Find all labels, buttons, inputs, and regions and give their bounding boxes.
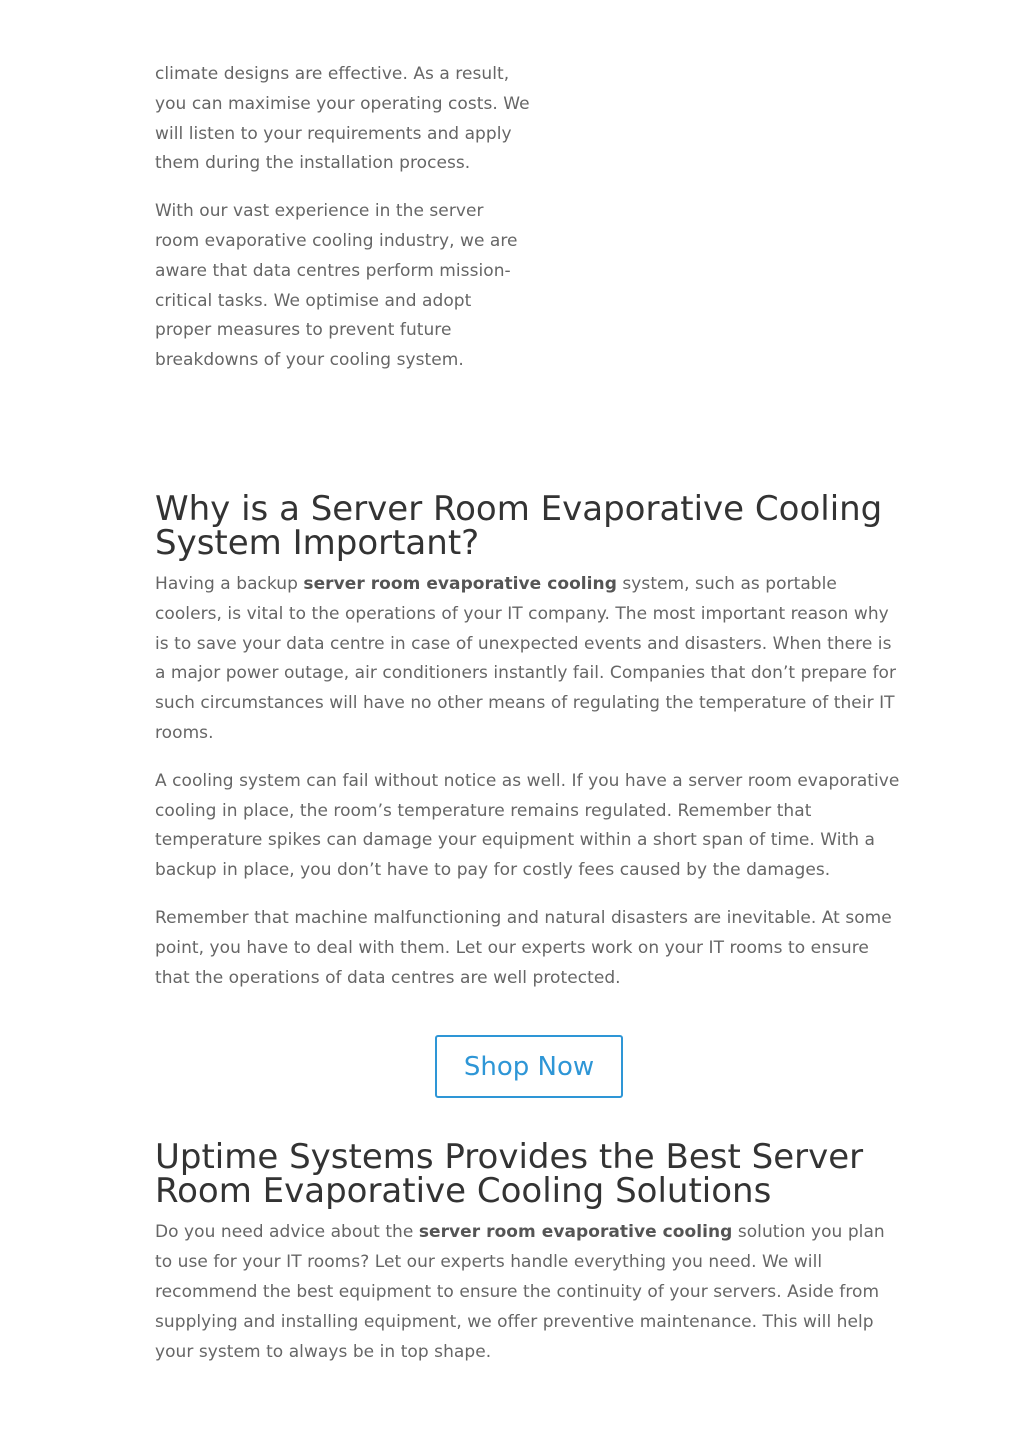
text-run: Do you need advice about the xyxy=(155,1222,419,1243)
intro-paragraph-2: With our vast experience in the server room evaporative cooling industry, we are aware that data centres perform mission-critical tasks. We optimise and adopt proper measures to prevent future breakdowns of your cooling system. xyxy=(155,201,518,371)
main-content xyxy=(155,489,900,1385)
emphasis-keyword: server room evaporative cooling xyxy=(303,574,617,594)
why-important-paragraph-2: A cooling system can fail without notice as well. If you have a server room evaporative cooling in place, the room’s temperature remains regulated. Remember that temperature spikes can damage your equipment within a short span of time. With a backup in place, you don’t have to pay for costly fees caused by the damages. xyxy=(155,770,900,881)
intro-paragraph-1: climate designs are effective. As a result, you can maximise your operating costs. We will listen to your requirements and apply them during the installation process. xyxy=(155,64,530,174)
text-run: solution you plan to use for your IT rooms? Let our experts handle everything you need. We will recommend the best equipment to ensure the continuity of your servers. Aside from supplying and installing equipment, we offer preventive maintenance. This will help your system to always be in top shape. xyxy=(155,1222,885,1362)
why-important-heading: Why is a Server Room Evaporative Cooling System Important? xyxy=(155,489,883,563)
text-run: Having a backup xyxy=(155,574,304,594)
text-run: system, such as portable coolers, is vital to the operations of your IT company. The most important reason why is to save your data centre in case of unexpected events and disasters. When there is a major power outage, air conditioners instantly fail. Companies that don’t prepare for such circumstances will have no other means of regulating the temperature of their IT rooms. xyxy=(155,574,897,743)
best-solutions-section xyxy=(155,1137,900,1367)
why-important-paragraph-1 xyxy=(155,570,900,749)
intro-column xyxy=(155,60,530,394)
shop-now-button[interactable]: Shop Now xyxy=(435,1035,623,1098)
why-important-section xyxy=(155,489,900,1098)
why-important-paragraph-3: Remember that machine malfunctioning and natural disasters are inevitable. At some point, you have to deal with them. Let our experts work on your IT rooms to ensure that the operations of data centres are well protected. xyxy=(155,907,892,988)
best-solutions-heading: Uptime Systems Provides the Best Server Room Evaporative Cooling Solutions xyxy=(155,1137,864,1212)
emphasis-keyword: server room evaporative cooling xyxy=(418,1222,733,1243)
best-solutions-paragraph-1 xyxy=(155,1218,900,1367)
button-container xyxy=(155,1035,900,1098)
